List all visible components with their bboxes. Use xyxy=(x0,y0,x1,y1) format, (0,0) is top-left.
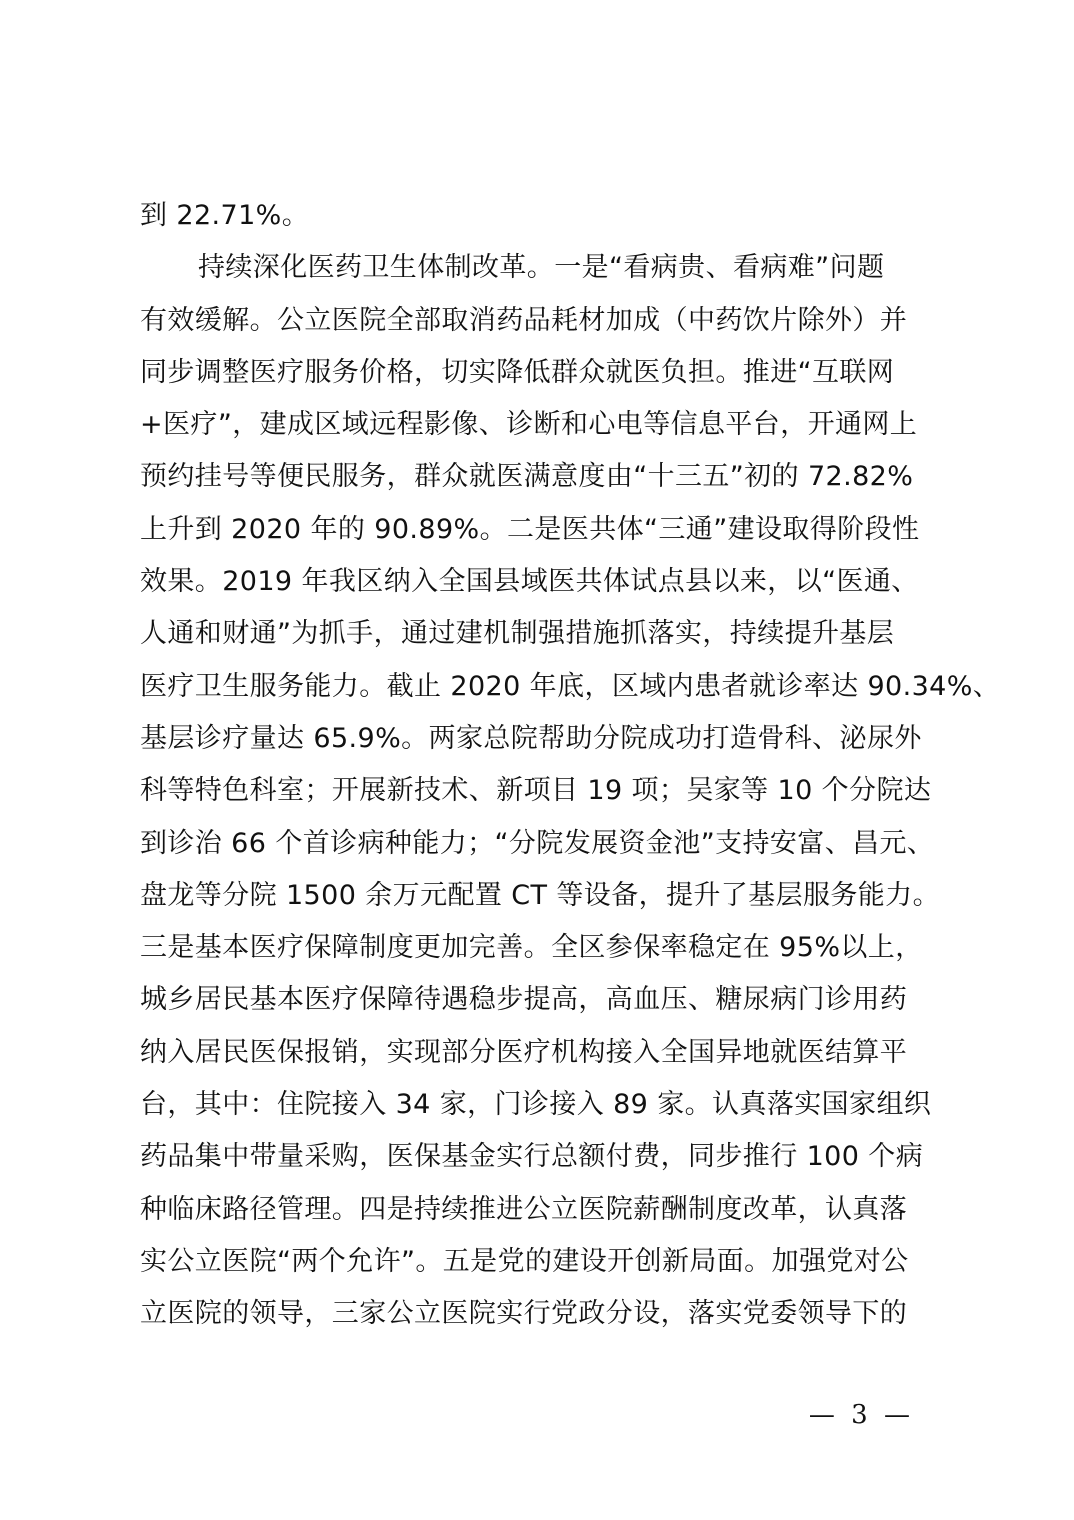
text-line: 到 22.71%。 xyxy=(140,200,310,231)
text-line: 纳入居民医保报销，实现部分医疗机构接入全国异地就医结算平 xyxy=(140,1036,908,1068)
text-line: 人通和财通”为抓手，通过建机制强措施抓落实，持续提升基层 xyxy=(140,618,895,650)
text-line: 盘龙等分院 1500 余万元配置 CT 等设备，提升了基层服务能力。 xyxy=(140,879,940,911)
text-line: 有效缓解。公立医院全部取消药品耗材加成（中药饮片除外）并 xyxy=(140,304,908,336)
page-number: — 3 — xyxy=(808,1400,914,1430)
text-line: 城乡居民基本医疗保障待遇稳步提高，高血压、糖尿病门诊用药 xyxy=(140,984,908,1016)
text-line: 实公立医院“两个允许”。五是党的建设开创新局面。加强党对公 xyxy=(140,1245,909,1277)
text-line: 效果。2019 年我区纳入全国县域医共体试点县以来，以“医通、 xyxy=(140,566,919,598)
text-line: 到诊治 66 个首诊病种能力；“分院发展资金池”支持安富、昌元、 xyxy=(140,827,935,859)
body-text xyxy=(140,190,1001,1341)
text-line: 上升到 2020 年的 90.89%。二是医共体“三通”建设取得阶段性 xyxy=(140,513,920,545)
text-line: 同步调整医疗服务价格，切实降低群众就医负担。推进“互联网 xyxy=(140,356,895,388)
text-line: +医疗”，建成区域远程影像、诊断和心电等信息平台，开通网上 xyxy=(140,409,918,441)
text-line: 医疗卫生服务能力。截止 2020 年底，区域内患者就诊率达 90.34%、 xyxy=(140,670,1001,702)
paragraph-start-line: 持续深化医药卫生体制改革。一是“看病贵、看病难”问题 xyxy=(198,252,885,284)
text-line: 三是基本医疗保障制度更加完善。全区参保率稳定在 95%以上， xyxy=(140,932,923,964)
text-line: 种临床路径管理。四是持续推进公立医院薪酬制度改革，认真落 xyxy=(140,1193,908,1225)
text-line: 台，其中：住院接入 34 家，门诊接入 89 家。认真落实国家组织 xyxy=(140,1089,932,1121)
text-line: 药品集中带量采购，医保基金实行总额付费，同步推行 100 个病 xyxy=(140,1141,924,1173)
text-line: 预约挂号等便民服务，群众就医满意度由“十三五”初的 72.82% xyxy=(140,461,914,493)
text-line: 基层诊疗量达 65.9%。两家总院帮助分院成功打造骨科、泌尿外 xyxy=(140,722,922,754)
text-line: 科等特色科室；开展新技术、新项目 19 项；吴家等 10 个分院达 xyxy=(140,775,932,807)
text-line: 立医院的领导，三家公立医院实行党政分设，落实党委领导下的 xyxy=(140,1298,908,1330)
